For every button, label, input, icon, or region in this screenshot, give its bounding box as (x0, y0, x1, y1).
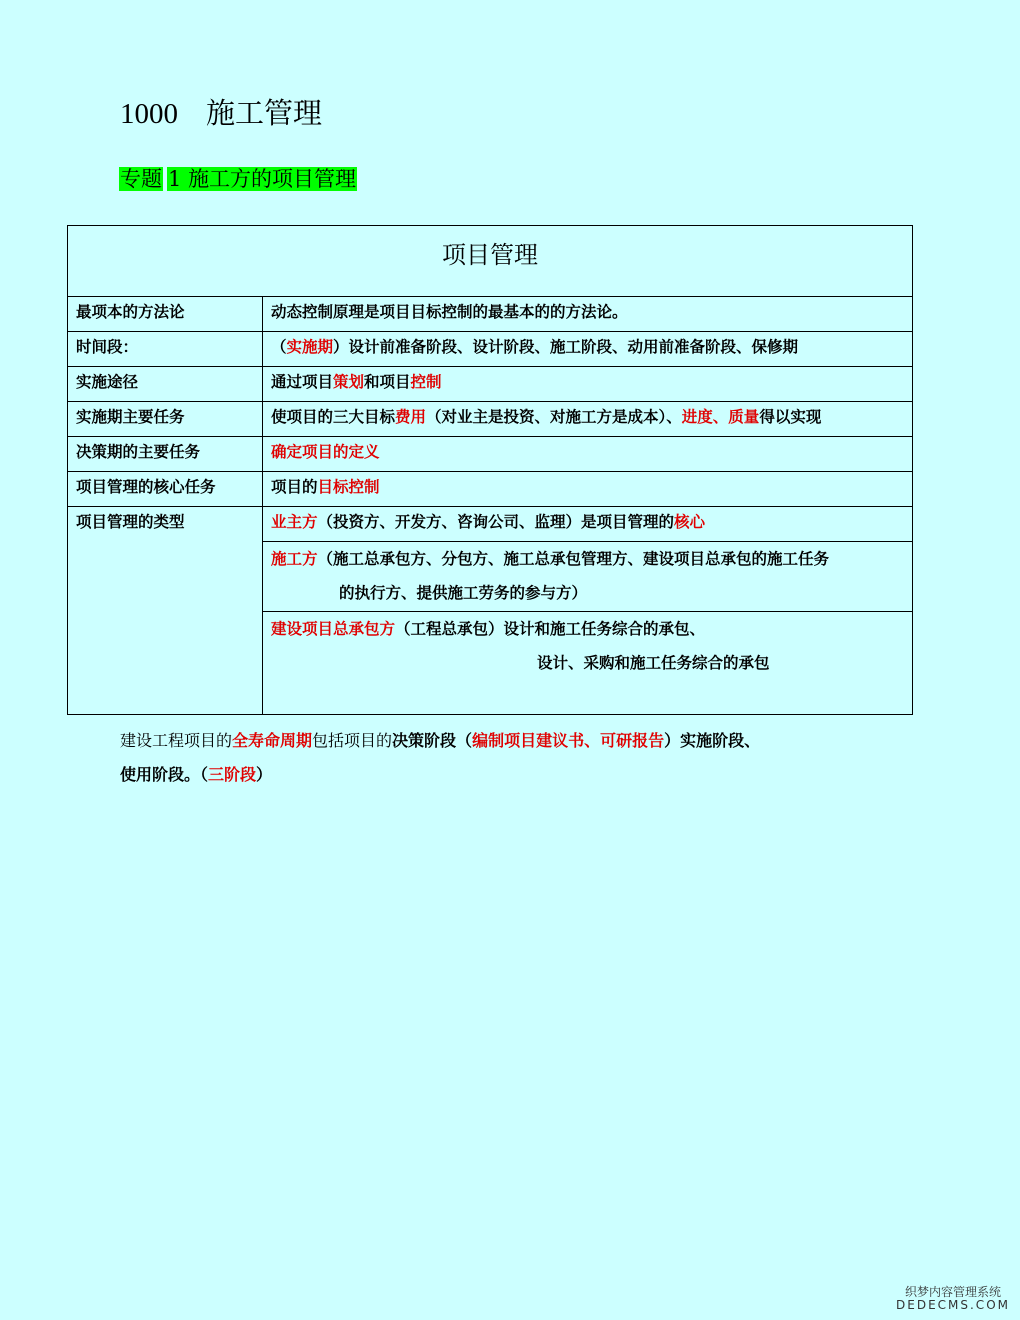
row-content: 动态控制原理是项目目标控制的最基本的的方法论。 (263, 297, 913, 332)
watermark (896, 1286, 1010, 1312)
watermark-line2: DEDECMS.COM (896, 1298, 1010, 1312)
table-row (68, 332, 913, 367)
row-content: 通过项目策划和项目控制 (263, 367, 913, 402)
page-title (120, 96, 322, 132)
project-management-table (67, 225, 913, 715)
row-label: 时间段： (68, 332, 263, 367)
title-text: 施工管理 (206, 98, 323, 130)
table-row (68, 437, 913, 472)
topic-heading (119, 164, 357, 194)
topic-number-and-text: 1 施工方的项目管理 (168, 167, 357, 191)
types-label: 项目管理的类型 (68, 507, 263, 715)
contractor-type: 施工方（施工总承包方、分包方、施工总承包管理方、建设项目总承包的施工任务 的执行方、提供施工劳务的参与方） (263, 542, 913, 612)
topic-prefix: 专题 (120, 167, 162, 191)
row-label: 实施途径 (68, 367, 263, 402)
row-label: 实施期主要任务 (68, 402, 263, 437)
table-row (68, 402, 913, 437)
row-label: 决策期的主要任务 (68, 437, 263, 472)
table-row (68, 507, 913, 542)
table-header: 项目管理 (68, 226, 913, 297)
table-row (68, 367, 913, 402)
row-content: （实施期）设计前准备阶段、设计阶段、施工阶段、动用前准备阶段、保修期 (263, 332, 913, 367)
watermark-line1: 织梦内容管理系统 (904, 1285, 1001, 1299)
general-contractor-type: 建设项目总承包方（工程总承包）设计和施工任务综合的承包、 设计、采购和施工任务综合的承包 (263, 612, 913, 715)
owner-type: 业主方（投资方、开发方、咨询公司、监理）是项目管理的核心 (263, 507, 913, 542)
title-code: 1000 (120, 98, 178, 130)
row-content: 确定项目的定义 (263, 437, 913, 472)
row-content: 使项目的三大目标费用（对业主是投资、对施工方是成本）、进度、质量得以实现 (263, 402, 913, 437)
table-row (68, 472, 913, 507)
row-content: 项目的目标控制 (263, 472, 913, 507)
lifecycle-paragraph: 建设工程项目的全寿命周期包括项目的决策阶段（编制项目建议书、可研报告）实施阶段、 使用阶段。（三阶段） (120, 731, 761, 784)
row-label: 项目管理的核心任务 (68, 472, 263, 507)
row-label: 最项本的方法论 (68, 297, 263, 332)
table-row (68, 297, 913, 332)
